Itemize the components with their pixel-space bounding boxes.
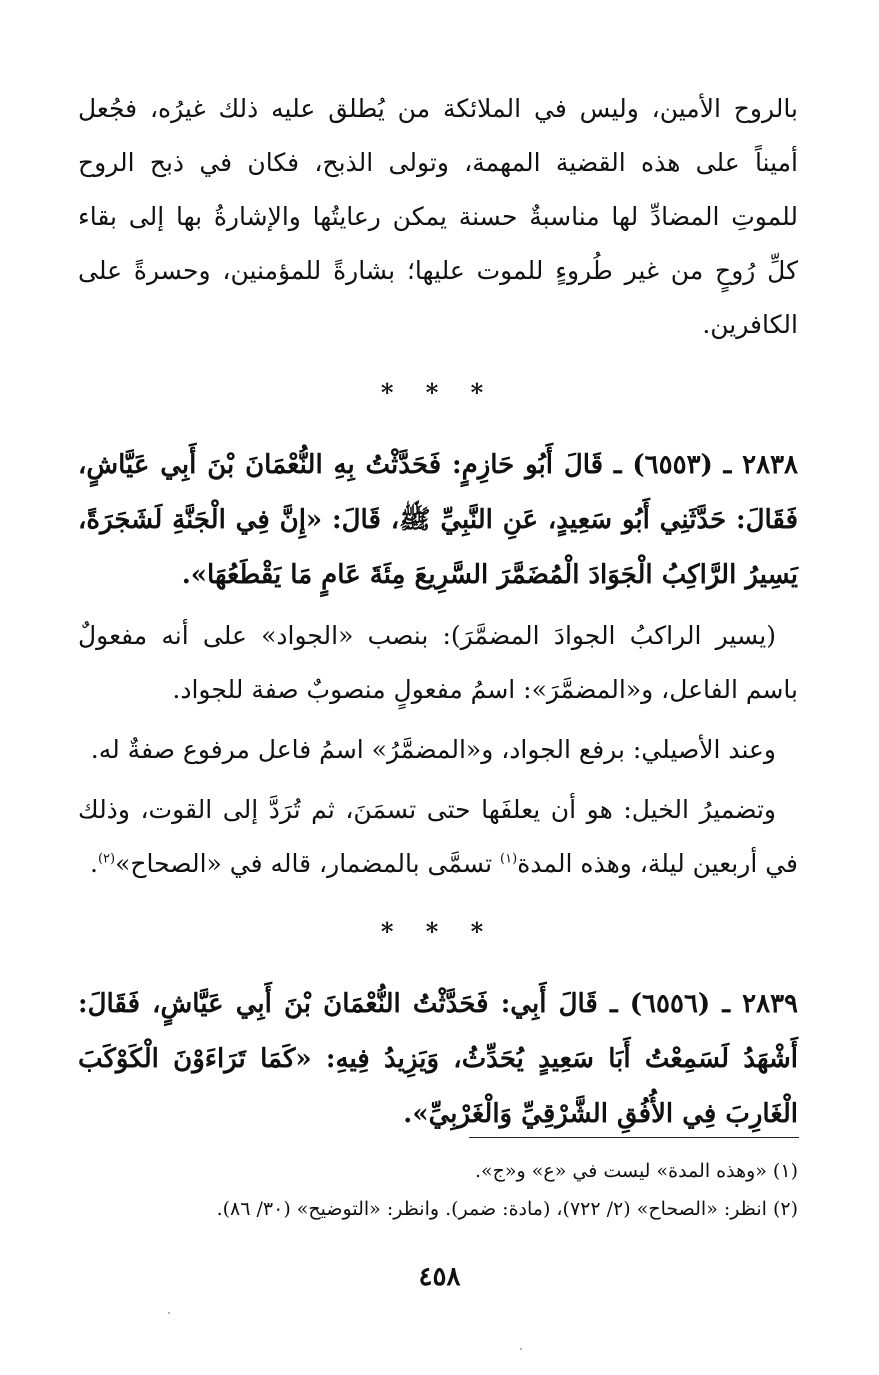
- page-body: [78, 82, 798, 1142]
- commentary-3: [78, 783, 798, 891]
- footnote-1: (١) «وهذه المدة» ليست في «ع» و«ج».: [474, 1160, 798, 1182]
- footnote-ref-1[interactable]: (١): [500, 851, 518, 867]
- commentary-3-text-b: تسمَّى بالمضمار، قاله في «الصحاح»: [115, 849, 501, 878]
- section-separator-2: * * *: [380, 917, 496, 946]
- footnotes: [78, 1152, 798, 1228]
- footnote-divider: [469, 1137, 799, 1138]
- commentary-2: وعند الأصيلي: برفع الجواد، و«المضمَّرُ» اسمُ فاعل مرفوع صفةٌ له.: [90, 735, 776, 764]
- footnote-ref-2[interactable]: (٢): [97, 851, 116, 867]
- scan-speck: [168, 1312, 170, 1314]
- page-number: ٤٥٨: [418, 1262, 461, 1292]
- hadith-2838: ٢٨٣٨ ـ (٦٥٥٣) ـ قَالَ أَبُو حَازِمٍ: فَحَدَّثْتُ بِهِ النُّعْمَانَ بْنَ أَبِي عَيَّاشٍ، فَقَالَ: حَدَّثَنِي أَبُو سَعِيدٍ، عَنِ النَّبِيِّ ﷺ، قَالَ: «إِنَّ فِي الْجَنَّةِ لَشَجَرَةً، يَسِيرُ الرَّاكِبُ الْجَوَادَ الْمُضَمَّرَ السَّرِيعَ مِئَةَ عَامٍ مَا يَقْطَعُهَا».: [78, 450, 798, 590]
- commentary-3-text-c: .: [90, 849, 98, 878]
- scan-speck: [520, 1348, 522, 1350]
- hadith-2839: ٢٨٣٩ ـ (٦٥٥٦) ـ قَالَ أَبِي: فَحَدَّثْتُ النُّعْمَانَ بْنَ أَبِي عَيَّاشٍ، فَقَالَ: أَشْهَدُ لَسَمِعْتُ أَبَا سَعِيدٍ يُحَدِّثُ، وَيَزِيدُ فِيهِ: «كَمَا تَرَاءَوْنَ الْكَوْكَبَ الْغَارِبَ فِي الأُفُقِ الشَّرْقِيِّ وَالْغَرْبِيِّ».: [78, 989, 798, 1129]
- section-separator-1: * * *: [380, 378, 496, 407]
- footnote-2: (٢) انظر: «الصحاح» (٢/ ٧٢٢)، (مادة: ضمر). وانظر: «التوضيح» (٣٠/ ٨٦).: [216, 1198, 798, 1220]
- opening-paragraph: بالروح الأمين، وليس في الملائكة من يُطلق عليه ذلك غيرُه، فجُعل أميناً على هذه القضية المهمة، وتولى الذبح، فكان في ذبح الروح للموتِ المضادِّ لها مناسبةٌ حسنة يمكن رعايتُها والإشارةُ بها إلى بقاء كلِّ رُوحٍ من غير طُروءٍ للموت عليها؛ بشارةً للمؤمنين، وحسرةً على الكافرين.: [78, 94, 798, 339]
- commentary-1: (يسير الراكبُ الجوادَ المضمَّرَ): بنصب «الجواد» على أنه مفعولٌ باسم الفاعل، و«المضمَّرَ»: اسمُ مفعولٍ منصوبٌ صفة للجواد.: [78, 621, 798, 704]
- commentary-3-text-a: وتضميرُ الخيل: هو أن يعلفَها حتى تسمَنَ، ثم تُرَدَّ إلى القوت، وذلك في أربعين ليلة، وهذه المدة: [78, 795, 798, 878]
